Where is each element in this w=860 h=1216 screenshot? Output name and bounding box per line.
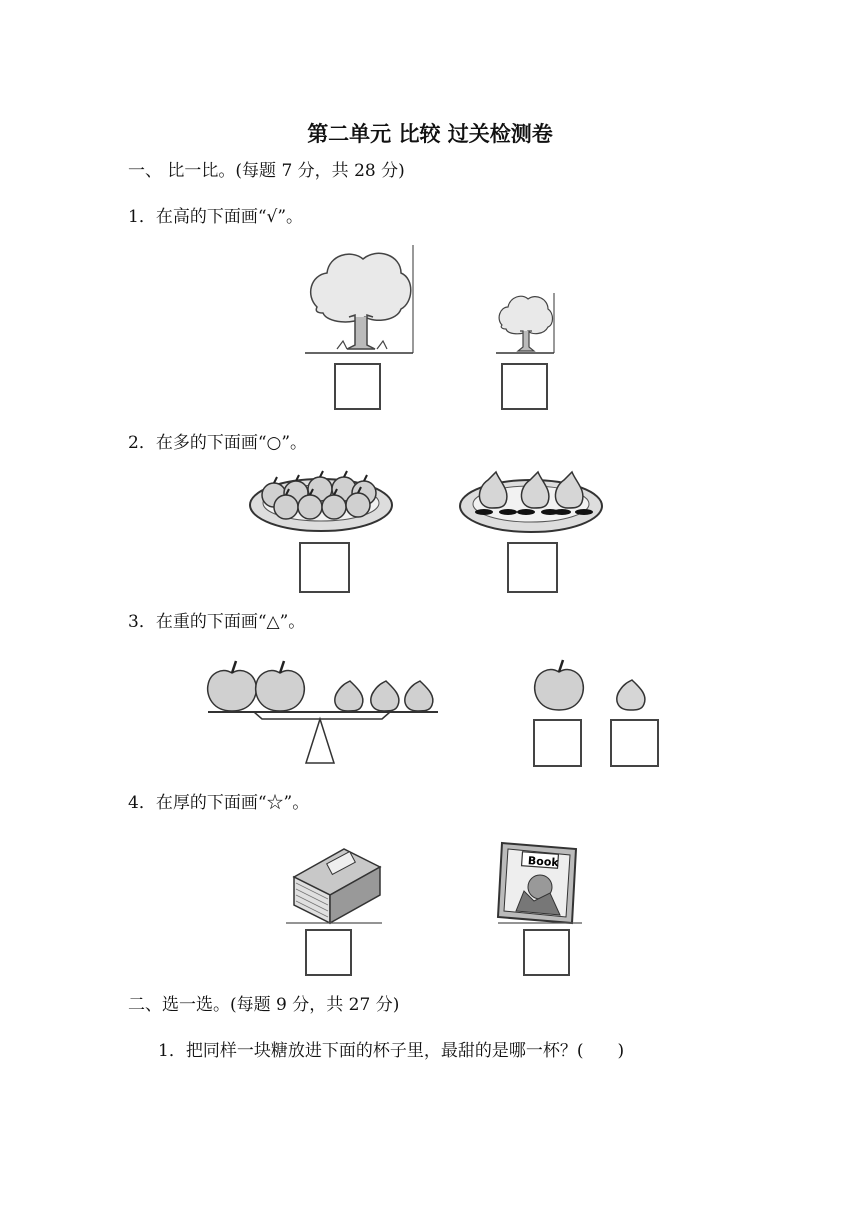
balance-scale-icon [206,655,442,767]
tree-icon [305,245,420,357]
dictionary-icon [284,845,384,925]
answer-box[interactable] [299,542,350,593]
question-4: 4．在厚的下面画“☆”。 [128,793,310,813]
question-2: 2．在多的下面画“○”。 [128,433,308,453]
question-3: 3．在重的下面画“△”。 [128,612,306,632]
book-label: Book [527,854,560,870]
peach-icon [614,680,648,712]
answer-box[interactable] [533,719,582,767]
apple-icon [534,656,584,712]
answer-box[interactable] [610,719,659,767]
answer-box[interactable] [334,363,381,410]
book-icon [494,841,586,925]
answer-box[interactable] [501,363,548,410]
answer-box[interactable] [305,929,352,976]
tree-icon [496,293,558,355]
plate-of-peaches-icon [458,468,604,534]
answer-box[interactable] [507,542,558,593]
section-2-heading: 二、选一选。(每题 9 分，共 27 分) [128,995,400,1015]
plate-of-apples-icon [248,465,394,535]
section-1-heading: 一、 比一比。(每题 7 分，共 28 分) [128,161,405,181]
page-title: 第二单元 比较 过关检测卷 [307,122,553,146]
answer-box[interactable] [523,929,570,976]
question-1: 1．在高的下面画“√”。 [128,207,304,227]
question-2-1: 1．把同样一块糖放进下面的杯子里，最甜的是哪一杯？( ) [158,1041,625,1061]
